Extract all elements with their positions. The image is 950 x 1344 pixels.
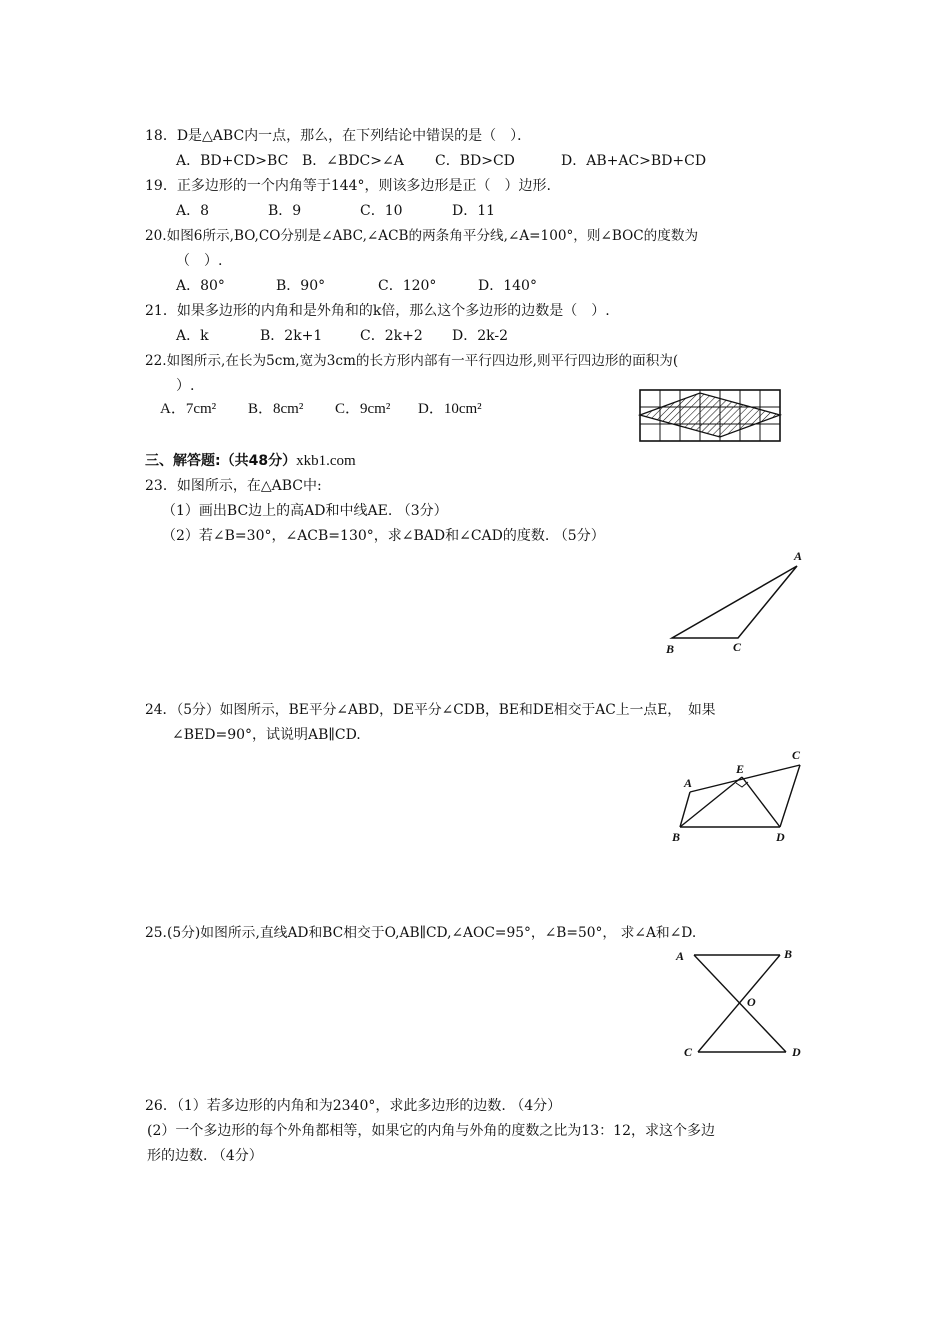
q25-line-bc [698,955,780,1052]
q25-label-a: A [676,949,685,963]
q24-label-b: B [672,830,681,844]
q25-label-d: D [792,1045,801,1059]
q22-option-c: C．9cm² [335,401,391,417]
q24-label-e: E [736,762,745,776]
q22-stem: 22.如图所示,在长为5cm,宽为3cm的长方形内部有一平行四边形,则平行四边形的面积为( [145,353,679,369]
q20-stem: 20.如图6所示,BO,CO分别是∠ABC,∠ACB的两条角平分线,∠A=100°，则∠BOC的度数为 [145,228,699,244]
q23-triangle-figure [660,546,820,658]
q18-option-c: C．BD>CD [435,153,515,169]
q22-grid-figure [635,385,785,445]
q18-stem: 18．D是△ABC内一点，那么，在下列结论中错误的是（ ）． [145,128,532,144]
q22-option-d: D．10cm² [418,401,482,417]
q22-option-b: B．8cm² [248,401,304,417]
q19-stem: 19．正多边形的一个内角等于144°，则该多边形是正（ ）边形. [145,178,551,194]
q21-options [176,327,576,345]
q20-option-d: D．140° [478,278,537,294]
q20-stem-continued: （ ）. [176,253,223,269]
q23-stem: 23．如图所示，在△ABC中: [145,478,322,494]
q20-option-a: A．80° [176,278,225,294]
q21-stem: 21．如果多边形的内角和是外角和的k倍，那么这个多边形的边数是（ ）. [145,303,610,319]
q20-options [176,277,576,295]
q25-label-b: B [784,947,793,961]
q24-line-de [742,777,780,827]
q22-option-a: A．7cm² [160,401,217,417]
q23-triangle-abc [672,566,797,638]
q24-figure [668,745,818,845]
q25-line-ad [694,955,786,1052]
q19-option-b: B．9 [268,203,302,219]
q22-stem-continued: ）. [176,378,195,394]
q24-stem: 24．（5分）如图所示，BE平分∠ABD，DE平分∠CDB，BE和DE相交于AC上一点E， 如果 [145,702,716,718]
q19-option-c: C．10 [360,203,403,219]
q23-label-c: C [733,640,742,654]
section-3-site: xkb1.com [296,453,356,469]
q24-label-c: C [792,748,801,762]
q24-stem-continued: ∠BED=90°，试说明AB∥CD. [172,727,361,743]
q18-option-b: B．∠BDC>∠A [302,153,404,169]
q24-line-cd [780,765,800,827]
q19-option-a: A．8 [176,203,210,219]
q25-label-c: C [684,1045,693,1059]
q21-option-b: B．2k+1 [260,328,323,344]
q26-part-3: 形的边数. （4分） [147,1148,263,1164]
q21-option-d: D．2k-2 [452,328,509,344]
q26-part-2: (2）一个多边形的每个外角都相等，如果它的内角与外角的度数之比为13：12，求这个多边 [147,1123,715,1139]
section-3-heading [145,452,356,470]
q25-stem: 25.(5分)如图所示,直线AD和BC相交于O,AB∥CD,∠AOC=95°，∠B=50°， 求∠A和∠D. [145,925,697,941]
q20-option-b: B．90° [276,278,326,294]
q24-line-ab [680,792,690,827]
q23-label-a: A [794,549,803,563]
q24-label-a: A [684,776,693,790]
q23-part-1: （1）画出BC边上的高AD和中线AE. （3分） [162,503,448,519]
q22-options [160,400,520,420]
q18-option-a: A．BD+CD>BC [176,153,289,169]
q19-options [176,202,576,220]
q25-label-o: O [747,995,756,1009]
q26-part-1: 26．（1）若多边形的内角和为2340°，求此多边形的边数. （4分） [145,1098,562,1114]
section-3-title: 三、解答题:（共48分） [145,453,297,469]
q18-option-d: D．AB+AC>BD+CD [561,153,707,169]
q24-line-ac [690,765,800,792]
q21-option-a: A．k [176,328,209,344]
q19-option-d: D．11 [452,203,496,219]
q23-label-b: B [666,642,675,656]
q24-label-d: D [776,830,785,844]
q25-figure [672,944,812,1064]
q23-part-2: （2）若∠B=30°，∠ACB=130°，求∠BAD和∠CAD的度数. （5分） [162,528,605,544]
q20-option-c: C．120° [378,278,437,294]
q21-option-c: C．2k+2 [360,328,423,344]
q18-options [176,152,736,170]
